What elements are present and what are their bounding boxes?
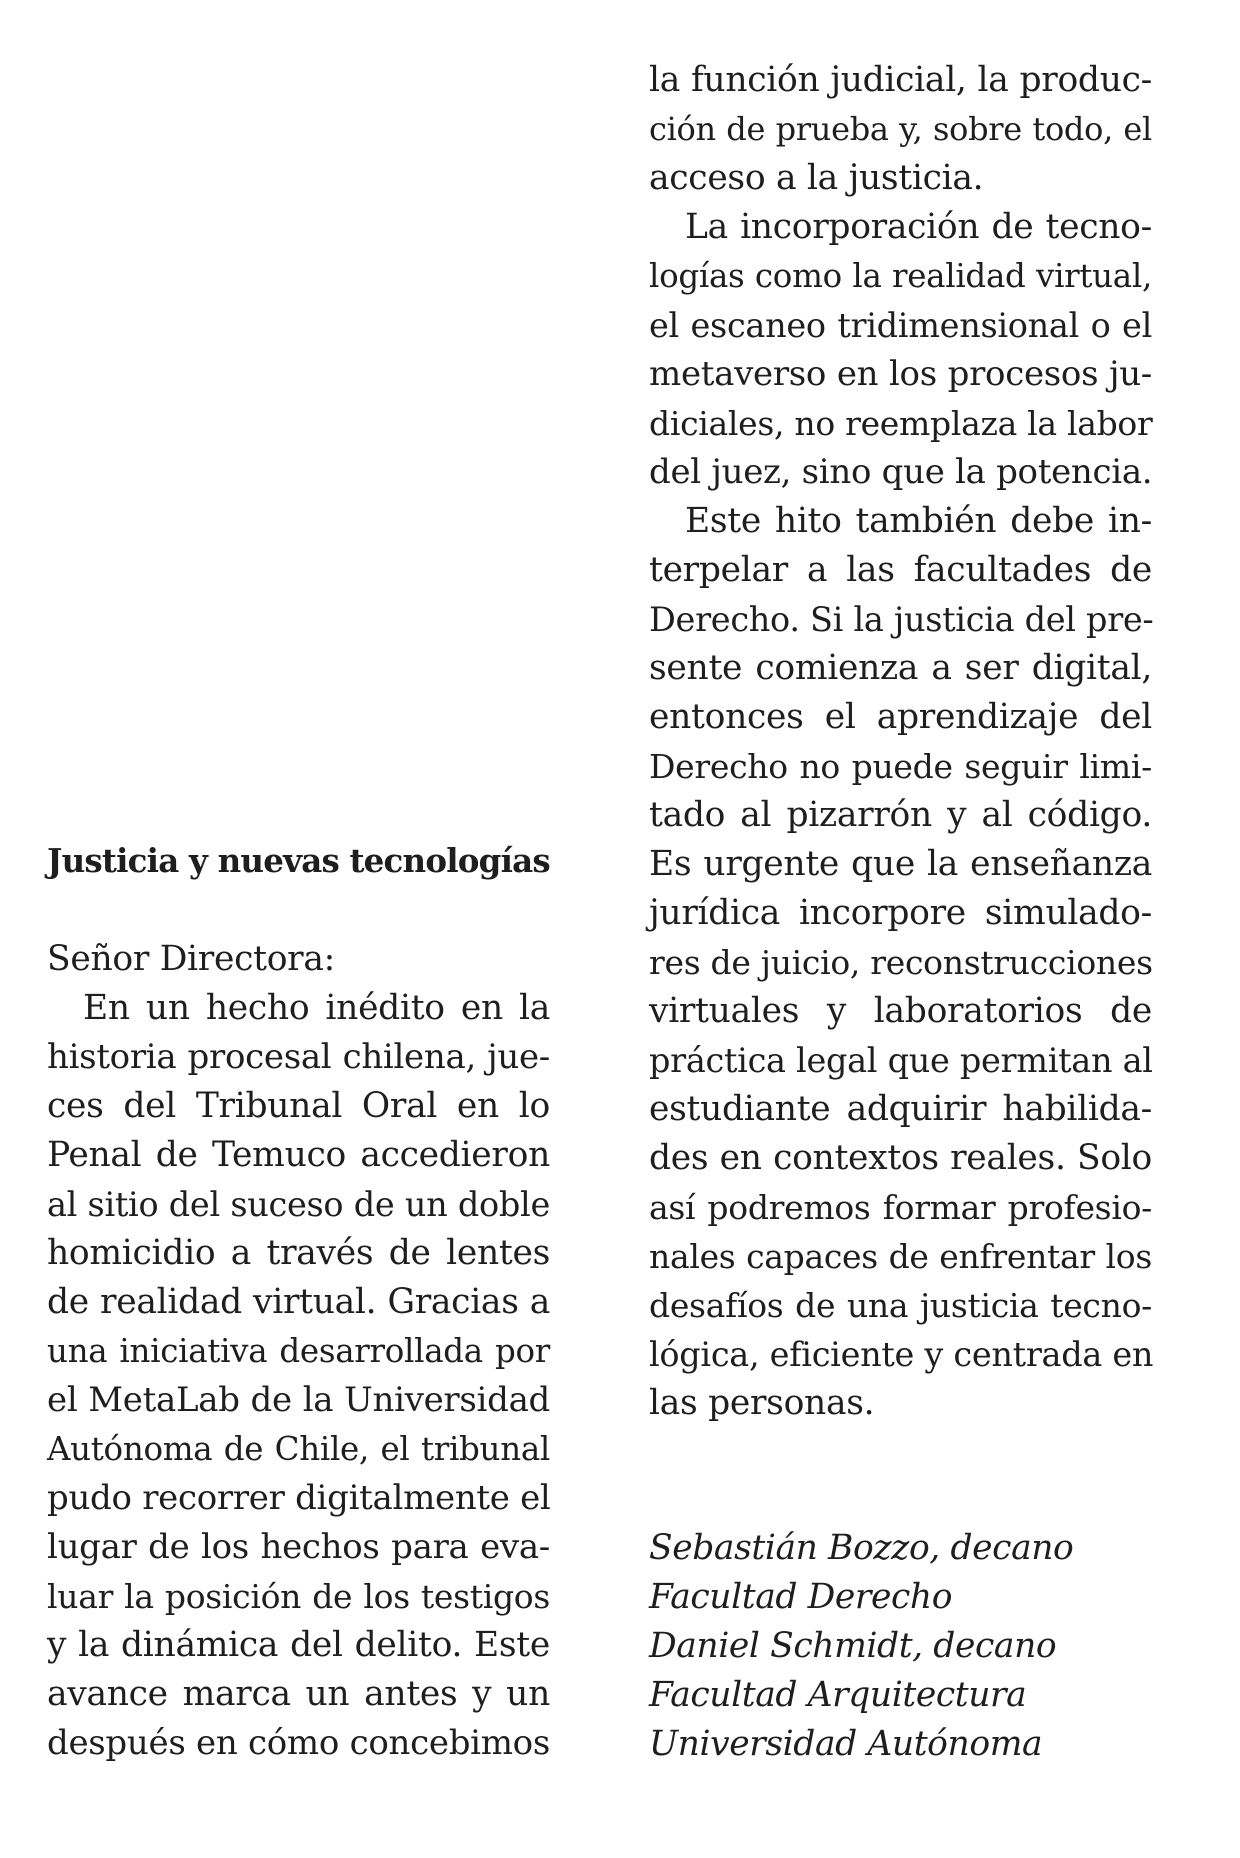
signature-line: Universidad Autónoma (649, 1724, 1043, 1764)
body-line: luar la posición de los testigos (47, 1577, 550, 1616)
body-line: tado al pizarrón y al código. (649, 795, 1152, 835)
body-line: des en contextos reales. Solo (649, 1138, 1152, 1178)
body-line: diciales, no reemplaza la labor (649, 404, 1153, 443)
body-line: Penal de Temuco accedieron (47, 1135, 550, 1175)
signature-line: Daniel Schmidt, decano (649, 1626, 1057, 1666)
body-line: metaverso en los procesos ju- (649, 354, 1152, 394)
body-line: las personas. (649, 1383, 875, 1423)
body-line: Es urgente que la enseñanza (649, 844, 1152, 884)
body-line: homicidio a través de lentes (47, 1233, 550, 1273)
body-line: Derecho. Si la justicia del pre- (649, 600, 1154, 639)
body-line: En un hecho inédito en la (83, 988, 550, 1028)
body-line: La incorporación de tecno- (685, 207, 1152, 247)
body-line: del juez, sino que la potencia. (649, 452, 1153, 492)
letter-title: Justicia y nuevas tecnologías (47, 841, 550, 880)
body-line: jurídica incorpore simulado- (649, 893, 1152, 933)
body-line: ción de prueba y, sobre todo, el (649, 110, 1152, 148)
body-line: terpelar a las facultades de (649, 550, 1152, 590)
signature-line: Facultad Arquitectura (649, 1675, 1027, 1715)
body-line: después en cómo concebimos (47, 1723, 550, 1763)
body-line: res de juicio, reconstrucciones (649, 943, 1153, 982)
body-line: logías como la realidad virtual, (649, 257, 1152, 295)
body-line: entonces el aprendizaje del (649, 697, 1152, 737)
body-line: una iniciativa desarrollada por (47, 1332, 550, 1370)
body-line: el escaneo tridimensional o el (649, 306, 1152, 345)
body-line: virtuales y laboratorios de (649, 991, 1152, 1031)
body-line: así podremos formar profesio- (649, 1188, 1152, 1227)
body-line: de realidad virtual. Gracias a (47, 1282, 550, 1322)
body-line: nales capaces de enfrentar los (649, 1237, 1152, 1276)
body-line: ces del Tribunal Oral en lo (47, 1086, 550, 1126)
body-line: acceso a la justicia. (649, 158, 984, 198)
body-line: al sitio del suceso de un doble (47, 1185, 550, 1224)
signature-line: Sebastián Bozzo, decano (649, 1528, 1074, 1568)
body-line: lugar de los hechos para eva- (47, 1527, 550, 1567)
body-line: lógica, eficiente y centrada en (649, 1335, 1154, 1374)
body-line: Autónoma de Chile, el tribunal (47, 1430, 550, 1468)
body-line: práctica legal que permitan al (649, 1041, 1153, 1080)
body-line: la función judicial, la produc- (649, 60, 1152, 100)
salutation: Señor Directora: (47, 939, 335, 979)
signature-line: Facultad Derecho (649, 1577, 953, 1617)
body-line: pudo recorrer digitalmente el (47, 1478, 551, 1518)
body-line: Derecho no puede seguir limi- (649, 747, 1152, 786)
body-line: desafíos de una justicia tecno- (649, 1286, 1152, 1325)
body-line: estudiante adquirir habilida- (649, 1089, 1152, 1129)
body-line: historia procesal chilena, jue- (47, 1037, 550, 1077)
body-line: el MetaLab de la Universidad (47, 1380, 550, 1420)
body-line: avance marca un antes y un (47, 1674, 550, 1714)
body-line: sente comienza a ser digital, (649, 648, 1152, 688)
body-line: y la dinámica del delito. Este (47, 1625, 550, 1665)
body-line: Este hito también debe in- (685, 501, 1152, 541)
